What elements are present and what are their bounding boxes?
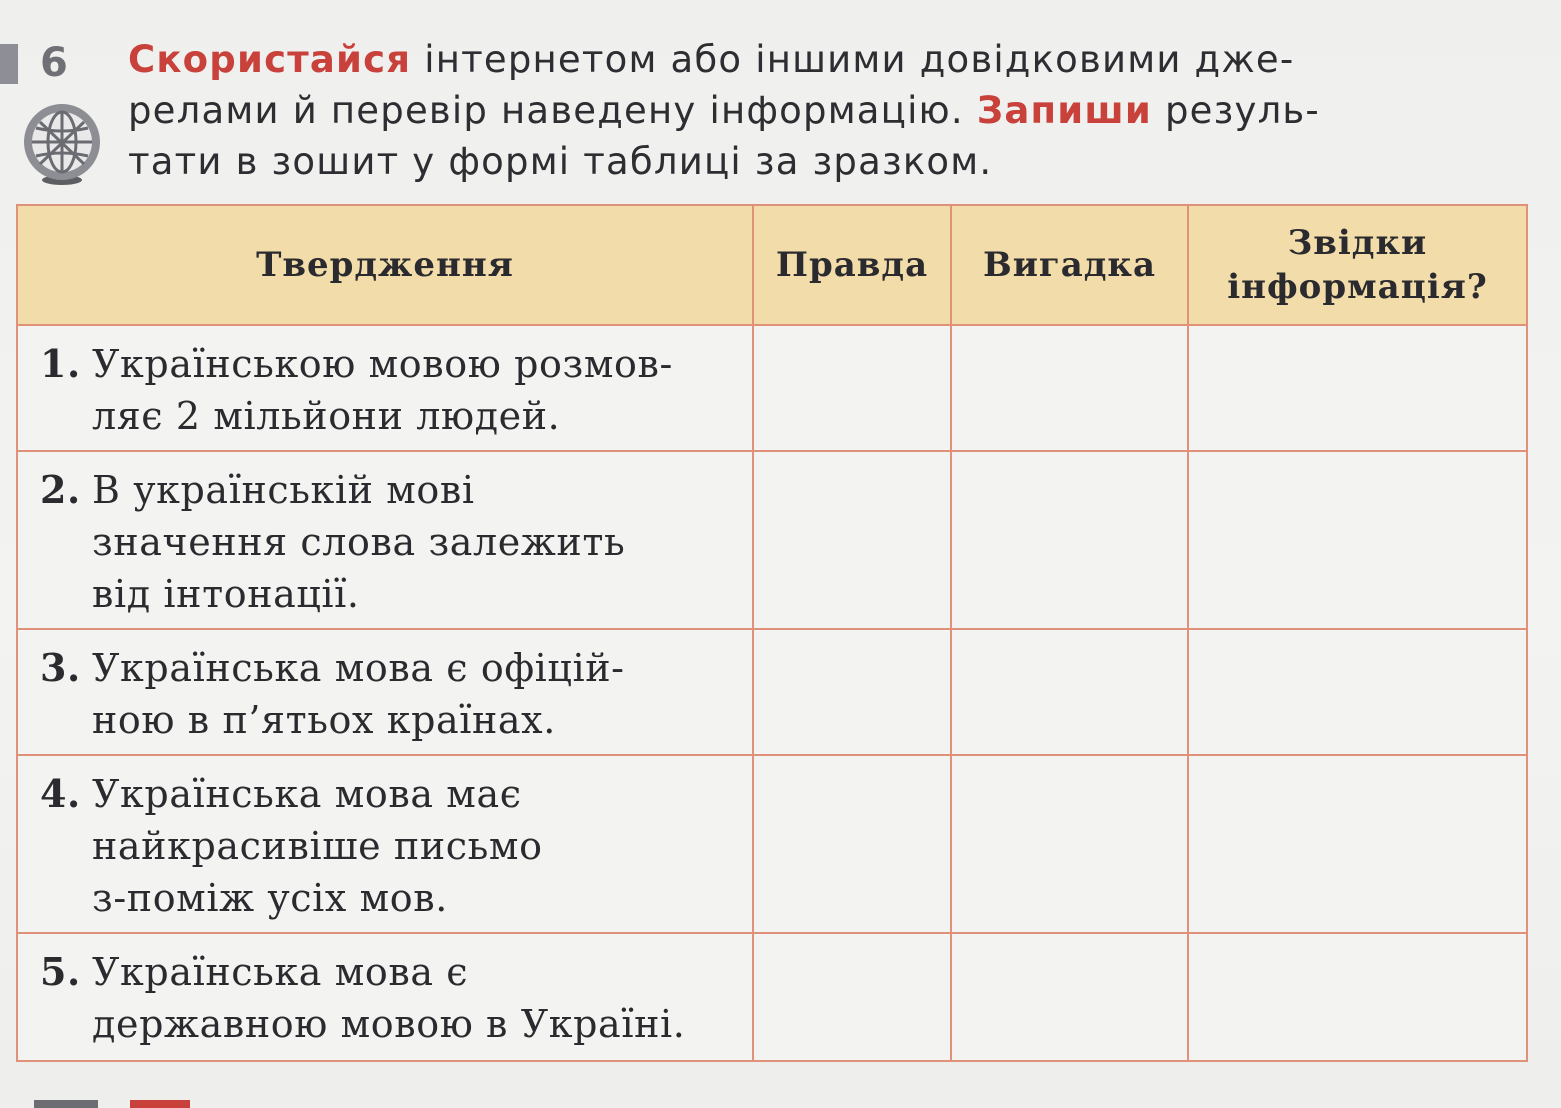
statement-line: ляє 2 мільйони людей. [92,394,561,438]
source-cell [1188,325,1527,451]
fiction-cell [951,629,1188,755]
statement-number: 1. [40,341,81,386]
task-instructions [128,34,1418,187]
table-row [17,325,1527,451]
statement-line: з-поміж усіх мов. [92,876,448,920]
statement-cell [17,451,753,629]
statement-line: ною в п’ятьох країнах. [92,698,556,742]
instruction-text: релами й перевір наведену інформацію. [128,89,977,132]
truth-cell [753,629,951,755]
source-cell [1188,451,1527,629]
instruction-line-2 [128,85,1418,136]
statement-line: Українська мова є офіцій- [92,646,625,690]
fiction-cell [951,755,1188,933]
header-source-line-1: Звідки [1287,223,1428,263]
statement-line: В українській мові [92,468,475,512]
instruction-emphasis-write: Запиши [976,89,1152,132]
truth-cell [753,933,951,1061]
source-cell [1188,755,1527,933]
statement-cell [17,325,753,451]
header-statement: Твердження [17,205,753,325]
statement-number: 2. [40,467,81,512]
table-row [17,933,1527,1061]
statement-cell [17,933,753,1061]
instruction-text: резуль- [1152,89,1320,132]
truth-cell [753,451,951,629]
globe-icon [14,102,110,190]
fiction-cell [951,451,1188,629]
statement-line: Українська мова має [92,772,522,816]
statement-line: найкрасивіше письмо [92,824,543,868]
next-task-strip [0,1086,1561,1108]
facts-table [16,204,1528,1062]
fiction-cell [951,933,1188,1061]
instruction-text: інтернетом або іншими довідковими дже- [411,38,1295,81]
statement-line: значення слова залежить [92,520,626,564]
statement-line: Українською мовою розмов- [92,342,673,386]
instruction-line-3: тати в зошит у формі таблиці за зразком. [128,140,993,183]
truth-cell [753,325,951,451]
source-cell [1188,933,1527,1061]
header-source [1188,205,1527,325]
task-marker-bar [0,44,18,84]
next-task-emphasis-marker [130,1100,190,1108]
statement-cell [17,755,753,933]
task-number: 6 [40,40,67,86]
header-truth: Правда [753,205,951,325]
truth-cell [753,755,951,933]
header-fiction: Вигадка [951,205,1188,325]
table-row [17,451,1527,629]
fiction-cell [951,325,1188,451]
source-cell [1188,629,1527,755]
statement-line: державною мовою в Україні. [92,1002,686,1046]
statement-line: Українська мова є [92,950,469,994]
statement-cell [17,629,753,755]
instruction-line-1 [128,34,1418,85]
next-task-marker [34,1100,98,1108]
table-header-row [17,205,1527,325]
header-source-line-2: інформація? [1227,267,1488,307]
statement-line: від інтонації. [92,572,360,616]
statement-number: 5. [40,949,81,994]
facts-table-container [16,204,1526,1056]
instruction-emphasis-use: Скористайся [128,38,412,81]
table-row [17,755,1527,933]
table-row [17,629,1527,755]
statement-number: 4. [40,771,81,816]
statement-number: 3. [40,645,81,690]
